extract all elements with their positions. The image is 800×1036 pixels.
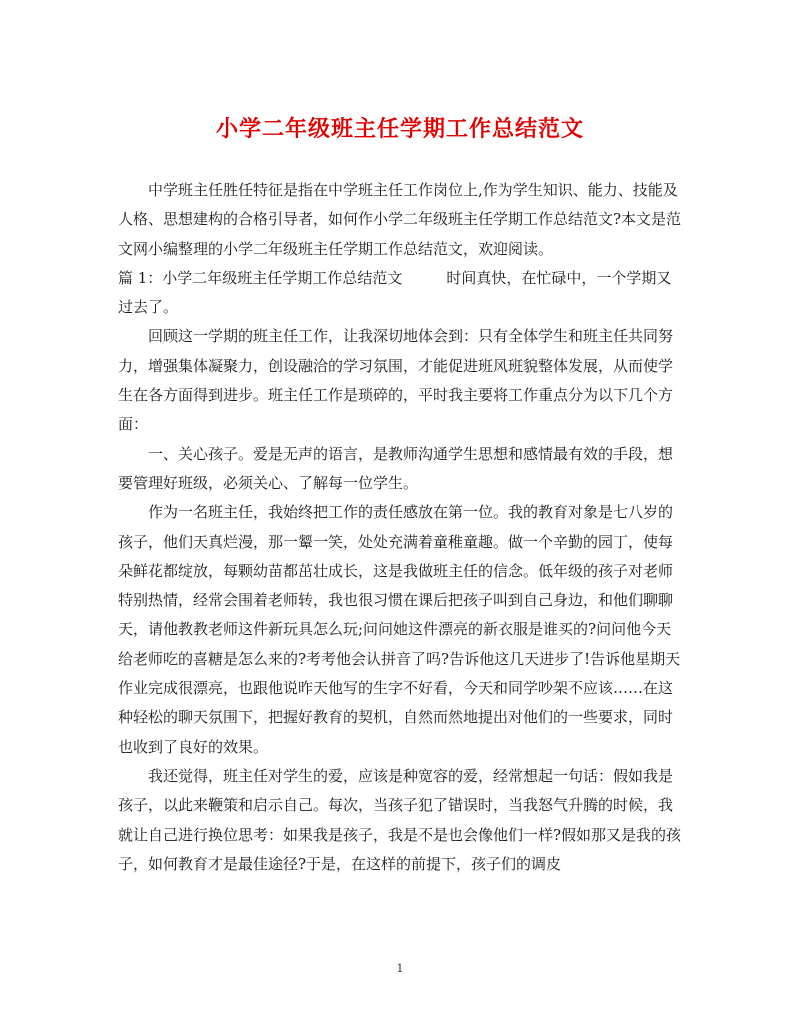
- body-paragraph: 作为一名班主任，我始终把工作的责任感放在第一位。我的教育对象是七八岁的孩子，他们天真烂漫，那一颦一笑，处处充满着童稚童趣。做一个辛勤的园丁，使每朵鲜花都绽放，每颗幼苗都茁壮成长，这是我做班主任的信念。低年级的孩子对老师特别热情，经常会围着老师转，我也很习惯在课后把孩子叫到自己身边，和他们聊聊天，请他教教老师这件新玩具怎么玩;问问她这件漂亮的新衣服是谁买的?问问他今天给老师吃的喜糖是怎么来的?考考他会认拼音了吗?告诉他这几天进步了!告诉他星期天作业完成很漂亮，也跟他说昨天他写的生字不好看，今天和同学吵架不应该……在这种轻松的聊天氛围下，把握好教育的契机，自然而然地提出对他们的一些要求，同时也收到了良好的效果。: [118, 503, 681, 756]
- section-lead: 时间真快，在忙碌中，一个学期又过去了。: [118, 268, 672, 317]
- body-paragraph: 我还觉得，班主任对学生的爱，应该是种宽容的爱，经常想起一句话：假如我是孩子，以此来鞭策和启示自己。每次，当孩子犯了错误时，当我怒气升腾的时候，我就让自己进行换位思考：如果我是孩子，我是不是也会像他们一样?假如那又是我的孩子，如何教育才是最佳途径?于是，在这样的前提下，孩子们的调皮: [118, 766, 682, 873]
- page-number: 1: [396, 962, 404, 975]
- section-paragraph: [118, 264, 682, 323]
- section-heading: 篇 1：小学二年级班主任学期工作总结范文: [118, 268, 403, 287]
- body-paragraph: 回顾这一学期的班主任工作，让我深切地体会到：只有全体学生和班主任共同努力，增强集体凝聚力，创设融洽的学习氛围，才能促进班风班貌整体发展，从而使学生在各方面得到进步。班主任工作是琐碎的，平时我主要将工作重点分为以下几个方面：: [118, 327, 674, 434]
- document-body: [118, 176, 682, 879]
- body-paragraph: 一、关心孩子。爱是无声的语言，是教师沟通学生思想和感情最有效的手段，想要管理好班级，必须关心、了解每一位学生。: [118, 444, 674, 492]
- page-title: 小学二年级班主任学期工作总结范文: [215, 117, 584, 142]
- intro-paragraph: 中学班主任胜任特征是指在中学班主任工作岗位上,作为学生知识、能力、技能及人格、思想建构的合格引导者，如何作小学二年级班主任学期工作总结范文?本文是范文网小编整理的小学二年级班主任学期工作总结范文，欢迎阅读。: [118, 181, 682, 258]
